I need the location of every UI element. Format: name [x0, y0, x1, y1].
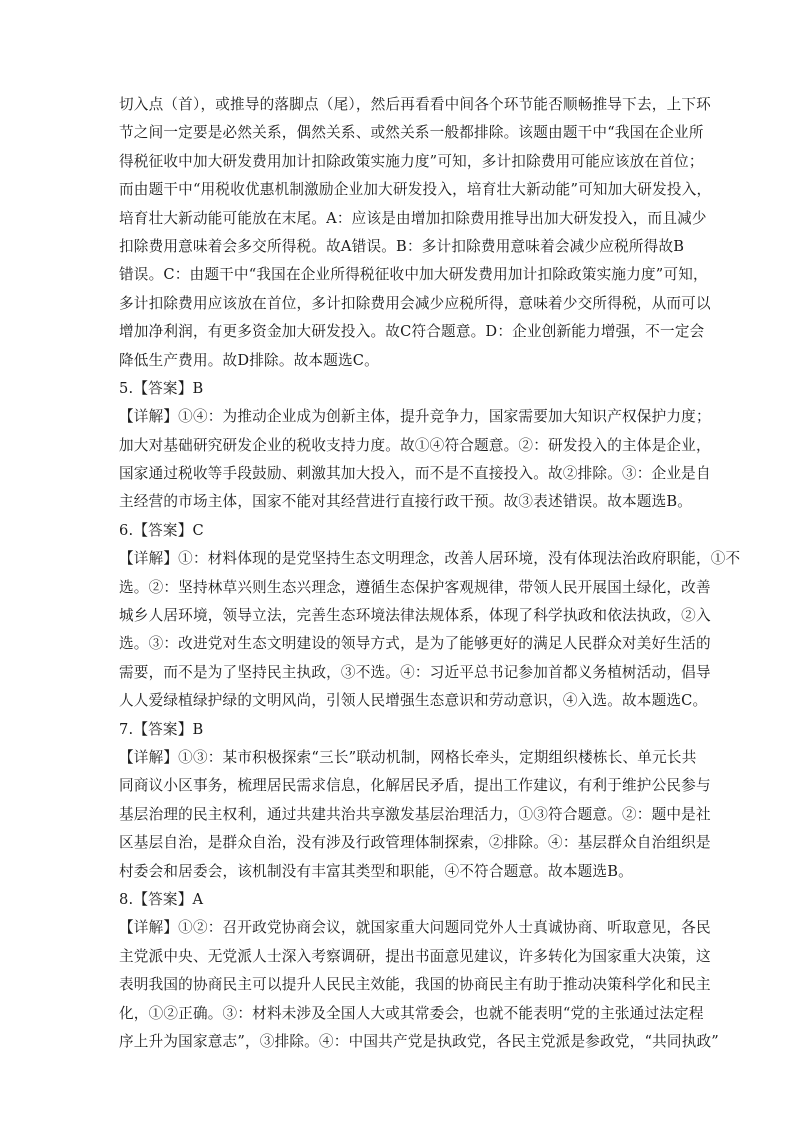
answer-text-body [119, 91, 741, 1056]
text-line: 加大对基础研究研发企业的税收支持力度。故①④符合题意。②：研发投入的主体是企业， [119, 436, 711, 454]
text-line: 错误。C：由题干中“我国在企业所得税征收中加大研发费用加计扣除政策实施力度”可知， [119, 266, 708, 284]
text-line: 增加净利润，有更多资金加大研发投入。故C符合题意。D：企业创新能力增强，不一定会 [119, 323, 705, 341]
text-line: 节之间一定要是必然关系，偶然关系、或然关系一般都排除。该题由题干中“我国在企业所 [119, 124, 704, 142]
text-line: 选。③：改进党对生态文明建设的领导方式，是为了能够更好的满足人民群众对美好生活的 [119, 635, 711, 653]
text-line: 切入点（首），或推导的落脚点（尾），然后再看看中间各个环节能否顺畅推导下去，上下环 [119, 96, 711, 113]
answer-heading: 7.【答案】B [119, 720, 204, 738]
text-line: 人人爱绿植绿护绿的文明风尚，引领人民增强生态意识和劳动意识，④入选。故本题选C。 [119, 692, 708, 710]
text-line: 同商议小区事务，梳理居民需求信息，化解居民矛盾，提出工作建议，有利于维护公民参与 [119, 777, 711, 795]
text-line: 多计扣除费用应该放在首位，多计扣除费用会减少应税所得，意味着少交所得税，从而可以 [119, 294, 711, 312]
text-line: 基层治理的民主权利，通过共建共治共享激发基层治理活力，①③符合题意。②：题中是社 [119, 805, 711, 823]
text-line: 【详解】①②：召开政党协商会议，就国家重大问题同党外人士真诚协商、听取意见，各民 [119, 919, 711, 937]
text-line: 序上升为国家意志”，③排除。④：中国共产党是执政党，各民主党派是参政党，“共同执政” [119, 1032, 719, 1050]
text-line: 主党派中央、无党派人士深入考察调研，提出书面意见建议，许多转化为国家重大决策，这 [119, 947, 711, 965]
text-line: 【详解】①④：为推动企业成为创新主体，提升竞争力，国家需要加大知识产权保护力度； [119, 408, 711, 426]
text-line: 而由题干中“用税收优惠机制激励企业加大研发投入，培育壮大新动能”可知加大研发投入， [119, 181, 712, 199]
answer-heading: 5.【答案】B [119, 379, 204, 397]
text-line: 培育壮大新动能可能放在末尾。A：应该是由增加扣除费用推导出加大研发投入，而且减少 [119, 209, 707, 227]
text-line: 国家通过税收等手段鼓励、刺激其加大投入，而不是不直接投入。故②排除。③：企业是自 [119, 465, 711, 483]
text-line: 区基层自治，是群众自治，没有涉及行政管理体制探索，②排除。④：基层群众自治组织是 [119, 834, 711, 852]
text-line: 选。②：坚持林草兴则生态兴理念，遵循生态保护客观规律，带领人民开展国土绿化，改善 [119, 578, 711, 596]
text-line: 化，①②正确。③：材料未涉及全国人大或其常委会，也就不能表明“党的主张通过法定程 [119, 1004, 704, 1022]
text-line: 村委会和居委会，该机制没有丰富其类型和职能，④不符合题意。故本题选B。 [119, 862, 633, 880]
text-line: 【详解】①③：某市积极探索“三长”联动机制，网格长牵头，定期组织楼栋长、单元长共 [119, 748, 697, 766]
text-line: 需要，而不是为了坚持民主执政，③不选。④：习近平总书记参加首都义务植树活动，倡导 [119, 663, 711, 681]
answer-heading: 8.【答案】A [119, 890, 204, 908]
text-line: 主经营的市场主体，国家不能对其经营进行直接行政干预。故③表述错误。故本题选B。 [119, 493, 693, 511]
text-line: 扣除费用意味着会多交所得税。故A错误。B：多计扣除费用意味着会减少应税所得故B [119, 237, 685, 255]
text-line: 表明我国的协商民主可以提升人民民主效能，我国的协商民主有助于推动决策科学化和民主 [119, 976, 711, 994]
text-line: 城乡人居环境，领导立法，完善生态环境法律法规体系，体现了科学执政和依法执政，②入 [119, 607, 711, 625]
text-line: 【详解】①：材料体现的是党坚持生态文明理念，改善人居环境，没有体现法治政府职能，①不 [119, 550, 741, 568]
text-line: 得税征收中加大研发费用加计扣除政策实施力度”可知，多计扣除费用可能应该放在首位； [119, 152, 704, 170]
text-line: 降低生产费用。故D排除。故本题选C。 [119, 351, 379, 369]
answer-heading: 6.【答案】C [119, 521, 204, 539]
